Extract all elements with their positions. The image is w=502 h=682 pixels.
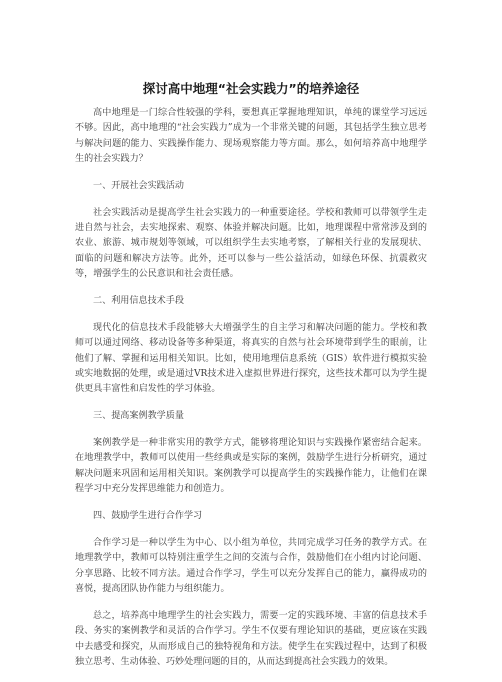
document-body bbox=[75, 106, 427, 682]
section-heading: 三、提高案例教学质量 bbox=[93, 411, 184, 422]
section-paragraph: 案例教学是一种非常实用的教学方式，能够将理论知识与实践操作紧密结合起来。在地理教学中，教师可以使用一些经典或是实际的案例，鼓励学生进行分析研究，通过解决问题来巩固和运用相关知识。案例教学可以提高学生的实践操作能力，让他们在课程学习中充分发挥思维能力和创造力。 bbox=[75, 438, 427, 495]
document-title: 探讨高中地理“社会实践力”的培养途径 bbox=[142, 81, 360, 96]
section-paragraph: 合作学习是一种以学生为中心、以小组为单位，共同完成学习任务的教学方式。在地理教学中，教师可以特别注重学生之间的交流与合作，鼓励他们在小组内讨论问题、分享思路、比较不同方法。通过合作学习，学生可以充分发挥自己的能力，赢得成功的喜悦，提高团队协作能力与组织能力。 bbox=[75, 538, 427, 594]
section-paragraph: 现代化的信息技术手段能够大大增强学生的自主学习和解决问题的能力。学校和教师可以通过网络、移动设备等多种渠道，将真实的自然与社会环境带到学生的眼前，让他们了解、掌握和运用相关知识。比如，使用地理信息系统（GIS）软件进行模拟实验或实地数据的处理，或是通过VR技术进入虚拟世界进行探究，这些技术都可以为学生提供更具丰富性和启发性的学习体验。 bbox=[75, 323, 427, 395]
section-heading: 四、鼓励学生进行合作学习 bbox=[93, 511, 203, 522]
intro-paragraph: 高中地理是一门综合性较强的学科，要想真正掌握地理知识，单纯的课堂学习远远不够。因此，高中地理的“社会实践力”成为一个非常关键的问题，其包括学生独立思考与解决问题的能力、实践操作能力、现场观察能力等方面。那么，如何培养高中地理学生的社会实践力？ bbox=[75, 108, 427, 164]
conclusion-paragraph: 总之，培养高中地理学生的社会实践力，需要一定的实践环境、丰富的信息技术手段、务实的案例教学和灵活的合作学习。学生不仅要有理论知识的基础，更应该在实践中去感受和探究，从而形成自己的独特视角和方法。使学生在实践过程中，达到了积极独立思考、生动体验、巧妙处理问题的目的，从而达到提高社会实践力的效果。 bbox=[75, 610, 427, 667]
section-paragraph: 社会实践活动是提高学生社会实践力的一种重要途径。学校和教师可以带领学生走进自然与社会，去实地探索、观察、体验并解决问题。比如，地理课程中常常涉及到的农业、旅游、城市规划等领域，可以组织学生去实地考察，了解相关行业的发展现状、面临的问题和解决方法等。此外，还可以参与一些公益活动，如绿色环保、抗震救灾等，增强学生的公民意识和社会责任感。 bbox=[75, 207, 427, 280]
section-heading: 一、开展社会实践活动 bbox=[93, 180, 184, 191]
section-heading: 二、利用信息技术手段 bbox=[93, 296, 184, 307]
